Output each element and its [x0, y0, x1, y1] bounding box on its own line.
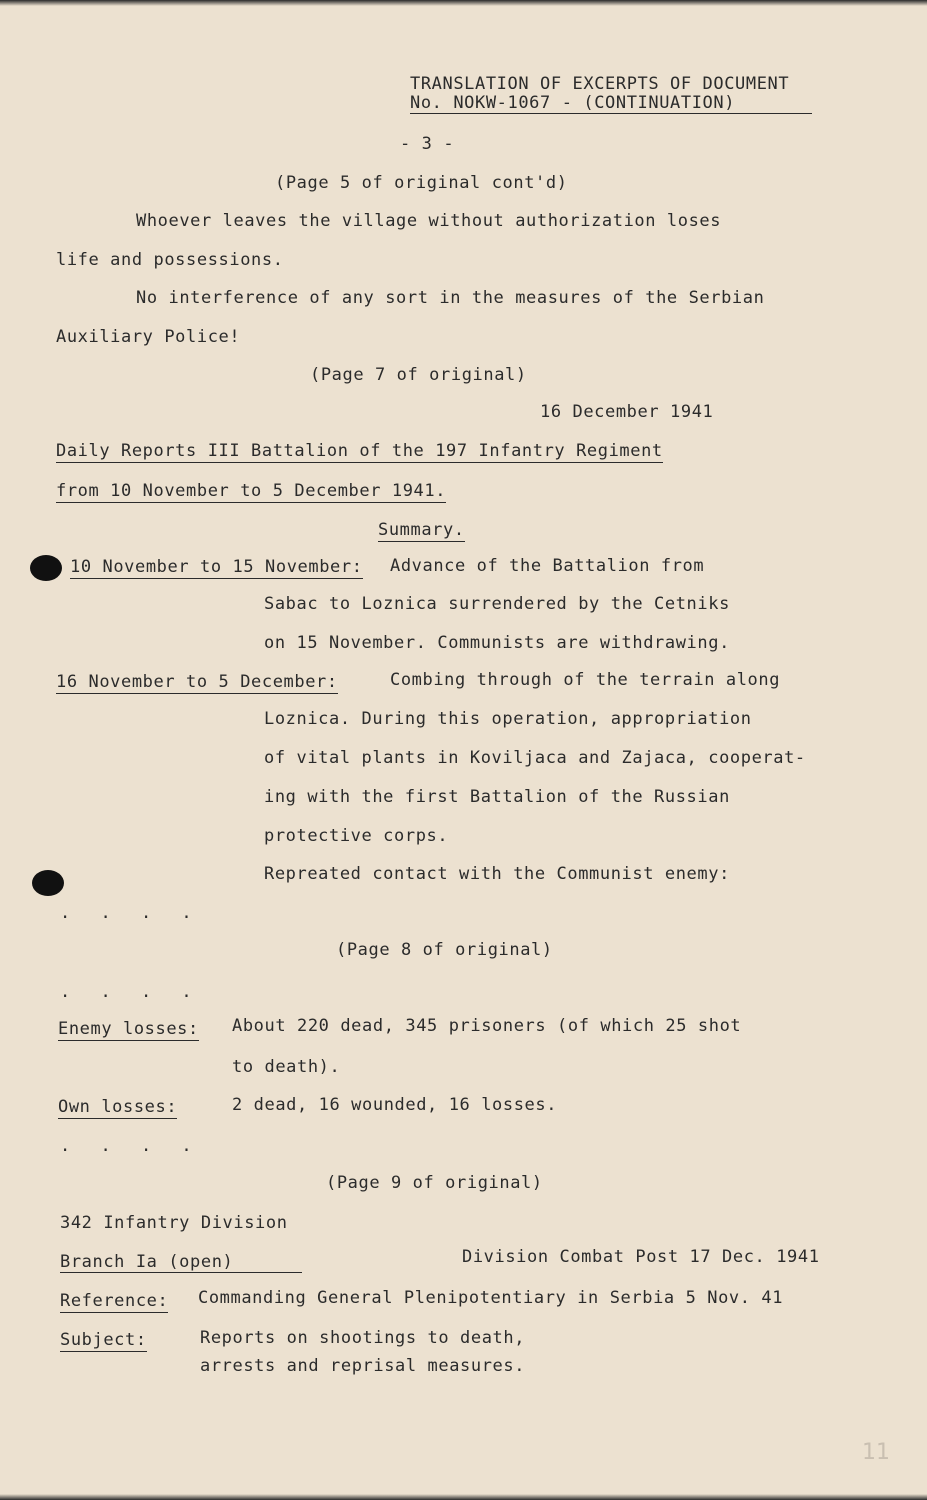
entry1-line3: on 15 November. Communists are withdrawing. — [264, 633, 730, 653]
scan-bottom-edge — [0, 1494, 927, 1500]
own-losses-label: Own losses: — [58, 1097, 178, 1117]
header-line-2: No. NOKW-1067 - (CONTINUATION) — [410, 93, 812, 114]
header-line-1: TRANSLATION OF EXCERPTS OF DOCUMENT — [410, 74, 790, 94]
summary-label: Summary. — [378, 520, 465, 540]
para2-line2: Auxiliary Police! — [56, 327, 241, 347]
page7-reference: (Page 7 of original) — [310, 365, 527, 385]
ellipsis-2: . . . . — [60, 982, 202, 1002]
own-losses-text: 2 dead, 16 wounded, 16 losses. — [232, 1095, 558, 1115]
division-name: 342 Infantry Division — [60, 1213, 288, 1233]
entry2-line1: Combing through of the terrain along — [390, 670, 781, 690]
page9-reference: (Page 9 of original) — [326, 1173, 543, 1193]
report-title-line2: from 10 November to 5 December 1941. — [56, 481, 447, 501]
page-number: - 3 - — [400, 134, 455, 154]
branch-label: Branch Ia (open) — [60, 1252, 302, 1273]
entry1-line2: Sabac to Loznica surrendered by the Cetniks — [264, 594, 730, 614]
entry2-line2: Loznica. During this operation, appropriation — [264, 709, 752, 729]
reference-label: Reference: — [60, 1291, 169, 1311]
enemy-losses-line1: About 220 dead, 345 prisoners (of which 25 shot — [232, 1016, 742, 1036]
punch-hole-top — [30, 555, 62, 581]
page8-reference: (Page 8 of original) — [336, 940, 553, 960]
para1-line1: Whoever leaves the village without authorization loses — [136, 211, 722, 231]
entry2-line6: Repreated contact with the Communist enemy: — [264, 864, 730, 884]
subject-label: Subject: — [60, 1330, 147, 1350]
scan-top-edge — [0, 0, 927, 6]
para2-line1: No interference of any sort in the measures of the Serbian — [136, 288, 765, 308]
page5-reference: (Page 5 of original cont'd) — [275, 173, 568, 193]
entry2-label: 16 November to 5 December: — [56, 672, 338, 692]
enemy-losses-line2: to death). — [232, 1057, 341, 1077]
report-title-line1: Daily Reports III Battalion of the 197 Infantry Regiment — [56, 441, 663, 461]
subject-line2: arrests and reprisal measures. — [200, 1356, 526, 1376]
subject-line1: Reports on shootings to death, — [200, 1328, 526, 1348]
entry1-label: 10 November to 15 November: — [70, 557, 363, 577]
para1-line2: life and possessions. — [56, 250, 284, 270]
division-combat-post: Division Combat Post 17 Dec. 1941 — [462, 1247, 820, 1267]
entry1-line1: Advance of the Battalion from — [390, 556, 705, 576]
punch-hole-bottom — [32, 870, 64, 896]
pencil-page-mark: 11 — [862, 1440, 890, 1465]
reference-text: Commanding General Plenipotentiary in Serbia 5 Nov. 41 — [198, 1288, 784, 1308]
entry2-line5: protective corps. — [264, 826, 449, 846]
ellipsis-3: . . . . — [60, 1136, 202, 1156]
enemy-losses-label: Enemy losses: — [58, 1019, 199, 1039]
entry2-line4: ing with the first Battalion of the Russian — [264, 787, 730, 807]
entry2-line3: of vital plants in Koviljaca and Zajaca, cooperat- — [264, 748, 806, 768]
ellipsis-1: . . . . — [60, 903, 202, 923]
report-date: 16 December 1941 — [540, 402, 714, 422]
